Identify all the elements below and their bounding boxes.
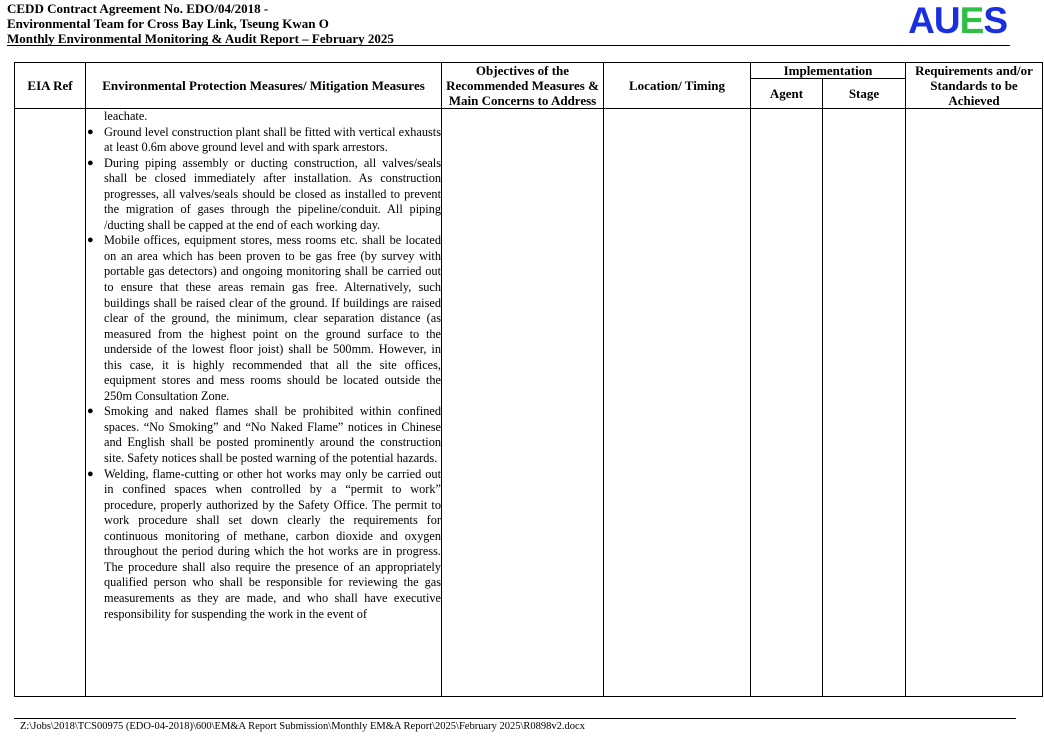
- cell-agent: [751, 109, 823, 697]
- col-stage: Stage: [823, 79, 906, 109]
- col-requirements: Requirements and/or Standards to be Achieved: [906, 63, 1043, 109]
- list-item: ● Ground level construction plant shall be fitted with vertical exhausts at least 0.6m above ground level and with spark arrestors.: [87, 124, 441, 155]
- cell-eia-ref: [15, 109, 86, 697]
- col-agent: Agent: [751, 79, 823, 109]
- footer-rule: [14, 718, 1016, 719]
- table-row: [15, 109, 1043, 697]
- list-item: ● Mobile offices, equipment stores, mess rooms etc. shall be located on an area which has been proven to be gas free (by survey with portable gas detectors) and ongoing monitoring shall be carried out to ensure that these areas remain gas free. Alternatively, such buildings shall be raised clear of the ground. If buildings are raised clear of the ground, the minimum, clear separation distance (as measured from the highest point on the ground surface to the underside of the lowest floor joist) shall be 500mm. However, in this case, it is highly recommended that all the site offices, equipment stores and mess rooms should be located outside the 250m Consultation Zone.: [87, 233, 441, 403]
- cell-objectives: [442, 109, 604, 697]
- list-item: ● Smoking and naked flames shall be prohibited within confined spaces. “No Smoking” and “No Naked Flame” notices in Chinese and English shall be posted prominently around the construction site. Safety notices shall be posted warning of the potential hazards.: [87, 404, 441, 466]
- list-item: ● Welding, flame-cutting or other hot works may only be carried out in confined spaces when controlled by a “permit to work” procedure, properly authorized by the Safety Office. The permit to work procedure shall set down clearly the requirements for continuous monitoring of methane, carbon dioxide and oxygen throughout the period during which the hot works are in progress. The procedure shall also require the presence of an appropriately qualified person who shall be responsible for reviewing the gas measurements as they are made, and who shall have executive responsibility for suspending the work in the event of: [87, 466, 441, 621]
- col-implementation: Implementation: [751, 63, 906, 79]
- footer-file-path: Z:\Jobs\2018\TCS00975 (EDO-04-2018)\600\EM&A Report Submission\Monthly EM&A Report\2025\February 2025\R0898v2.docx: [20, 721, 585, 732]
- col-objectives: Objectives of the Recommended Measures & Main Concerns to Address: [442, 63, 604, 109]
- document-header: [7, 1, 394, 46]
- mitigation-measures-table: [14, 62, 1043, 697]
- bullet-icon: ●: [87, 156, 94, 169]
- aues-logo: AUES: [908, 0, 1007, 41]
- bullet-icon: ●: [87, 467, 94, 480]
- continuation-text: leachate.: [104, 109, 148, 123]
- list-item: ● During piping assembly or ducting construction, all valves/seals shall be closed immediately after installation. As construction progresses, all valves/seals should be closed as installed to prevent the migration of gases through the pipeline/conduit. All piping /ducting shall be capped at the end of each working day.: [87, 155, 441, 232]
- cell-measures: [86, 109, 442, 697]
- bullet-icon: ●: [87, 234, 94, 247]
- measures-list: [86, 125, 441, 623]
- header-contract-line: CEDD Contract Agreement No. EDO/04/2018 -: [7, 1, 269, 16]
- cell-location-timing: [604, 109, 751, 697]
- header-report-line: Monthly Environmental Monitoring & Audit Report – February 2025: [7, 31, 394, 46]
- bullet-icon: ●: [87, 405, 94, 418]
- col-location-timing: Location/ Timing: [604, 63, 751, 109]
- header-team-line: Environmental Team for Cross Bay Link, Tseung Kwan O: [7, 16, 329, 31]
- header-rule: [7, 45, 1010, 46]
- col-measures: Environmental Protection Measures/ Mitigation Measures: [86, 63, 442, 109]
- cell-requirements: [906, 109, 1043, 697]
- bullet-icon: ●: [87, 125, 94, 138]
- col-eia-ref: EIA Ref: [15, 63, 86, 109]
- cell-stage: [823, 109, 906, 697]
